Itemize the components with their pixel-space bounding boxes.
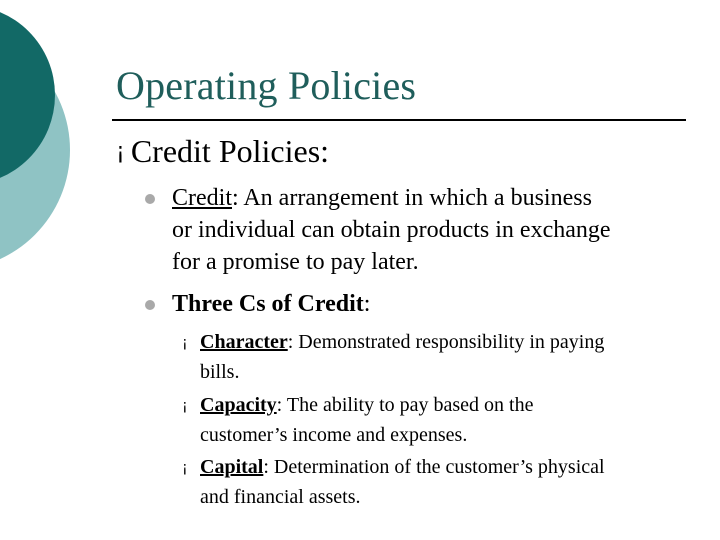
bullet-item-three-cs: Three Cs of Credit: — [172, 288, 370, 320]
credit-line-1: Credit: An arrangement in which a business — [172, 185, 592, 211]
term-character: Character — [200, 331, 288, 353]
sub-item-capital: ¡ Capital: Determination of the customer’s physical and financial assets. — [182, 456, 605, 508]
hollow-bullet-icon: ¡ — [182, 335, 188, 351]
level1-heading — [116, 133, 329, 170]
term-capital: Capital — [200, 456, 264, 478]
title-divider — [112, 119, 686, 121]
credit-line-2: or individual can obtain products in exchange — [172, 217, 611, 243]
level1-text: Credit Policies: — [130, 133, 330, 169]
hollow-bullet-icon: ¡ — [116, 139, 125, 164]
credit-line-3: for a promise to pay later. — [172, 249, 419, 275]
term-capacity: Capacity — [200, 394, 277, 416]
bullet-dot-icon — [145, 300, 155, 310]
decorative-circles — [0, 0, 110, 280]
slide-title: Operating Policies — [116, 63, 417, 108]
term-three-cs: Three Cs of Credit — [172, 291, 364, 317]
bullet-dot-icon — [145, 194, 155, 204]
sub-item-character: ¡ Character: Demonstrated responsibility in paying bills. — [182, 331, 605, 383]
sub-item-capacity: ¡ Capacity: The ability to pay based on the customer’s income and expenses. — [182, 394, 534, 446]
bullet-item-credit — [172, 182, 611, 278]
hollow-bullet-icon: ¡ — [182, 398, 188, 414]
term-credit: Credit — [172, 185, 232, 211]
hollow-bullet-icon: ¡ — [182, 460, 188, 476]
